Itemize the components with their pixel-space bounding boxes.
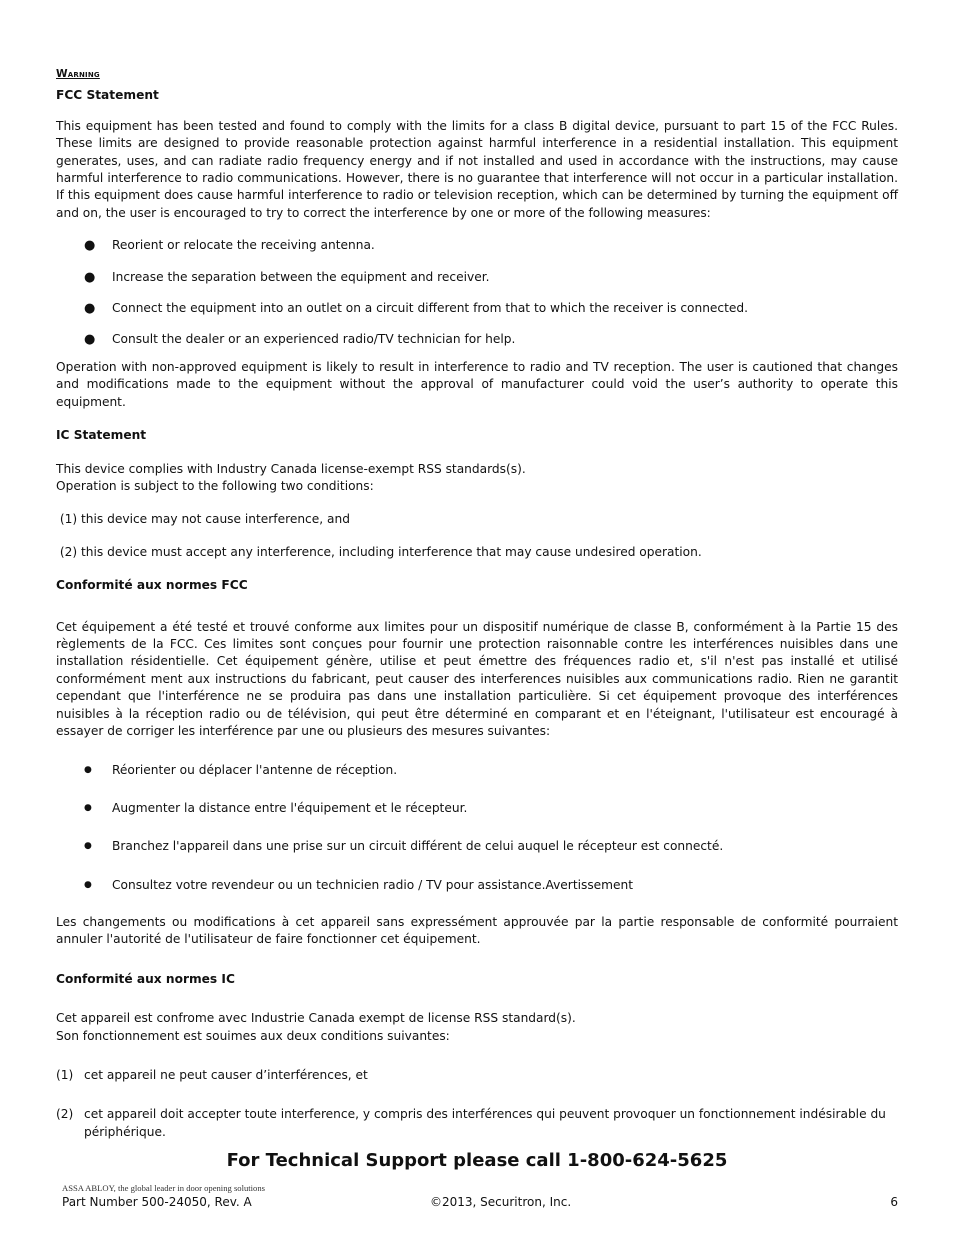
list-item: ● Augmenter la distance entre l'équipement et le récepteur. xyxy=(56,800,898,817)
fcc-bullet-list xyxy=(56,237,898,349)
technical-support-line: For Technical Support please call 1-800-624-5625 xyxy=(226,1150,728,1171)
page-number: 6 xyxy=(890,1195,898,1209)
part-number: Part Number 500-24050, Rev. A xyxy=(62,1195,252,1209)
list-item: ● Consult the dealer or an experienced radio/TV technician for help. xyxy=(84,332,516,348)
bullet-icon: ● xyxy=(84,802,92,813)
fcc-fr-bullet-list xyxy=(56,762,898,894)
document-body xyxy=(56,66,898,1141)
fcc-heading: FCC Statement xyxy=(56,88,159,103)
list-item: ● Réorienter ou déplacer l'antenne de réception. xyxy=(56,762,898,779)
brand-tagline: ASSA ABLOY, the global leader in door opening solutions xyxy=(62,1183,265,1193)
list-item: ● Consultez votre revendeur ou un technicien radio / TV pour assistance.Avertissement xyxy=(56,877,898,894)
ic-fr-line-2: Son fonctionnement est souimes aux deux conditions suivantes: xyxy=(56,1028,450,1043)
fcc-paragraph-1: This equipment has been tested and found to comply with the limits for a class B digital device, pursuant to part 15 of the FCC Rules. These limits are designed to provide reasonable protection against harmful interference in a residential installation. This equipment generates, uses, and can radiate radio frequency energy and if not installed and used in accordance with the instructions, may cause harmful interference to radio communications. However, there is no guarantee that interference will not occur in a particular installation. If this equipment does cause harmful interference to radio or television reception, which can be determined by turning the equipment off and on, the user is encouraged to try to correct the interference by one or more of the following measures: xyxy=(56,118,898,220)
ic-fr-heading: Conformité aux normes IC xyxy=(56,971,235,986)
bullet-icon: ● xyxy=(84,269,96,285)
warning-heading: Warning xyxy=(56,68,100,80)
bullet-icon: ● xyxy=(84,765,92,776)
list-item: ● Branchez l'appareil dans une prise sur un circuit différent de celui auquel le récepteur est connecté. xyxy=(56,838,898,855)
fcc-paragraph-2: Operation with non-approved equipment is likely to result in interference to radio and TV reception. The user is cautioned that changes and modifications made to the equipment without the approval of manufacturer could void the user’s authority to operate this equipment. xyxy=(56,359,898,409)
bullet-icon: ● xyxy=(84,332,96,348)
ic-condition-1: (1) this device may not cause interference, and xyxy=(56,512,350,527)
copyright: ©2013, Securitron, Inc. xyxy=(430,1195,572,1209)
bullet-icon: ● xyxy=(84,301,96,317)
bullet-icon: ● xyxy=(84,238,96,254)
ic-fr-line-1: Cet appareil est confrome avec Industrie Canada exempt de license RSS standard(s). xyxy=(56,1011,576,1026)
ic-line-1: This device complies with Industry Canada license-exempt RSS standards(s). xyxy=(56,461,526,476)
fcc-fr-paragraph-1: Cet équipement a été testé et trouvé conforme aux limites pour un dispositif numérique de classe B, conformément à la Partie 15 des règlements de la FCC. Ces limites sont conçues pour fournir une protection raisonnable contre les interférences nuisibles dans une installation résidentielle. Cet équipement génère, utilise et peut émettre des fréquences radio et, s'il n'est pas installé et utilisé conformément ment aux instructions du fabricant, peut causer des interferences nuisibles aux communications radio. Rien ne garantit cependant que l'interférence ne se produira pas dans une installation particulière. Si cet équipement provoque des interférences nuisibles à la réception radio ou de télévision, qui peut être déterminé en comparant et en l'éteignant, l'utilisateur est encouragé à essayer de corriger les interférence par une ou plusieurs des mesures suivantes: xyxy=(56,619,898,738)
ic-line-2: Operation is subject to the following two conditions: xyxy=(56,478,374,493)
ic-condition-2: (2) this device must accept any interference, including interference that may cause undesired operation. xyxy=(56,544,702,559)
list-item: (2) cet appareil doit accepter toute interference, y compris des interférences qui peuvent provoquer un fonctionnement indésirable du périphérique. xyxy=(56,1107,886,1139)
fcc-fr-heading: Conformité aux normes FCC xyxy=(56,578,248,593)
list-item: ● Connect the equipment into an outlet on a circuit different from that to which the receiver is connected. xyxy=(84,301,749,317)
list-item: ● Reorient or relocate the receiving antenna. xyxy=(84,238,375,254)
list-item: (1) cet appareil ne peut causer d’interférences, et xyxy=(56,1068,368,1083)
list-item: ● Increase the separation between the equipment and receiver. xyxy=(84,269,490,285)
bullet-icon: ● xyxy=(84,841,92,852)
ic-heading: IC Statement xyxy=(56,428,147,443)
bullet-icon: ● xyxy=(84,879,92,890)
ic-fr-condition-list xyxy=(56,1067,898,1141)
fcc-fr-paragraph-2: Les changements ou modifications à cet appareil sans expressément approuvée par la partie responsable de conformité pourraient annuler l'autorité de l'utilisateur de faire fonctionner cet équipement. xyxy=(56,915,898,947)
